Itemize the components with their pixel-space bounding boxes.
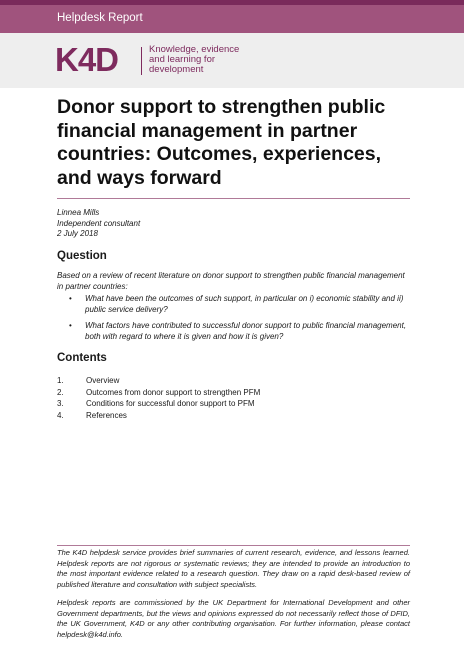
question-list — [57, 293, 412, 347]
bullet-icon: • — [69, 321, 72, 330]
bullet-icon: • — [69, 294, 72, 303]
contents-item[interactable] — [57, 398, 260, 410]
tagline-line: and learning for — [149, 54, 216, 65]
footer-divider — [57, 545, 410, 546]
question-text: What factors have contributed to successful donor support to public financial management, both with regard to where it is given and how it is given? — [85, 321, 407, 341]
logo-tagline — [149, 45, 239, 75]
contents-number: 2. — [57, 387, 64, 397]
author-role: Independent consultant — [57, 218, 141, 228]
list-item — [57, 293, 412, 315]
contents-item[interactable] — [57, 375, 260, 387]
logo-divider — [141, 47, 142, 75]
contents-number: 3. — [57, 399, 64, 409]
logo-band — [0, 33, 464, 88]
contents-item[interactable] — [57, 387, 260, 399]
contents-heading: Contents — [57, 352, 107, 364]
contents-label: Overview — [86, 376, 120, 385]
header-label: Helpdesk Report — [57, 12, 143, 24]
contents-number: 4. — [57, 410, 64, 420]
question-intro: Based on a review of recent literature on donor support to strengthen public financial management in partner countries: — [57, 271, 405, 291]
question-heading: Question — [57, 250, 107, 262]
author-block — [57, 208, 140, 240]
report-date: 2 July 2018 — [57, 229, 98, 238]
header-band — [0, 5, 464, 33]
contents-number: 1. — [57, 376, 64, 385]
list-item — [57, 320, 412, 342]
contents-label: Outcomes from donor support to strengthen PFM — [86, 387, 261, 397]
contents-list — [57, 375, 260, 421]
title-divider — [57, 198, 410, 199]
contents-label: Conditions for successful donor support to PFM — [86, 399, 255, 409]
footer-commission-note: Helpdesk reports are commissioned by the UK Department for International Development and other Government departments, but the views and opinions expressed do not necessarily reflect those of DFID, the UK Government, K4D or any other contributing organisation. For further information, please contact helpdesk@k4d.info. — [57, 598, 410, 639]
footer-disclaimer: The K4D helpdesk service provides brief summaries of current research, evidence, and lessons learned. Helpdesk reports are not rigorous or systematic reviews; they are intended to provide an introduction to the most important evidence related to a research question. They draw on a rapid desk-based review of published literature and consultation with subject specialists. — [57, 548, 410, 589]
contents-label: References — [86, 410, 127, 420]
author-name: Linnea Mills — [57, 208, 100, 217]
tagline-line: development — [149, 64, 204, 75]
tagline-line: Knowledge, evidence — [149, 44, 240, 55]
question-text: What have been the outcomes of such support, in particular on i) economic stability and ii) public service delivery? — [85, 294, 404, 314]
k4d-logo: K4D — [55, 41, 119, 78]
contents-item[interactable] — [57, 410, 260, 422]
report-title: Donor support to strengthen public financial management in partner countries: Outcomes, experiences, and ways forward — [57, 96, 386, 189]
